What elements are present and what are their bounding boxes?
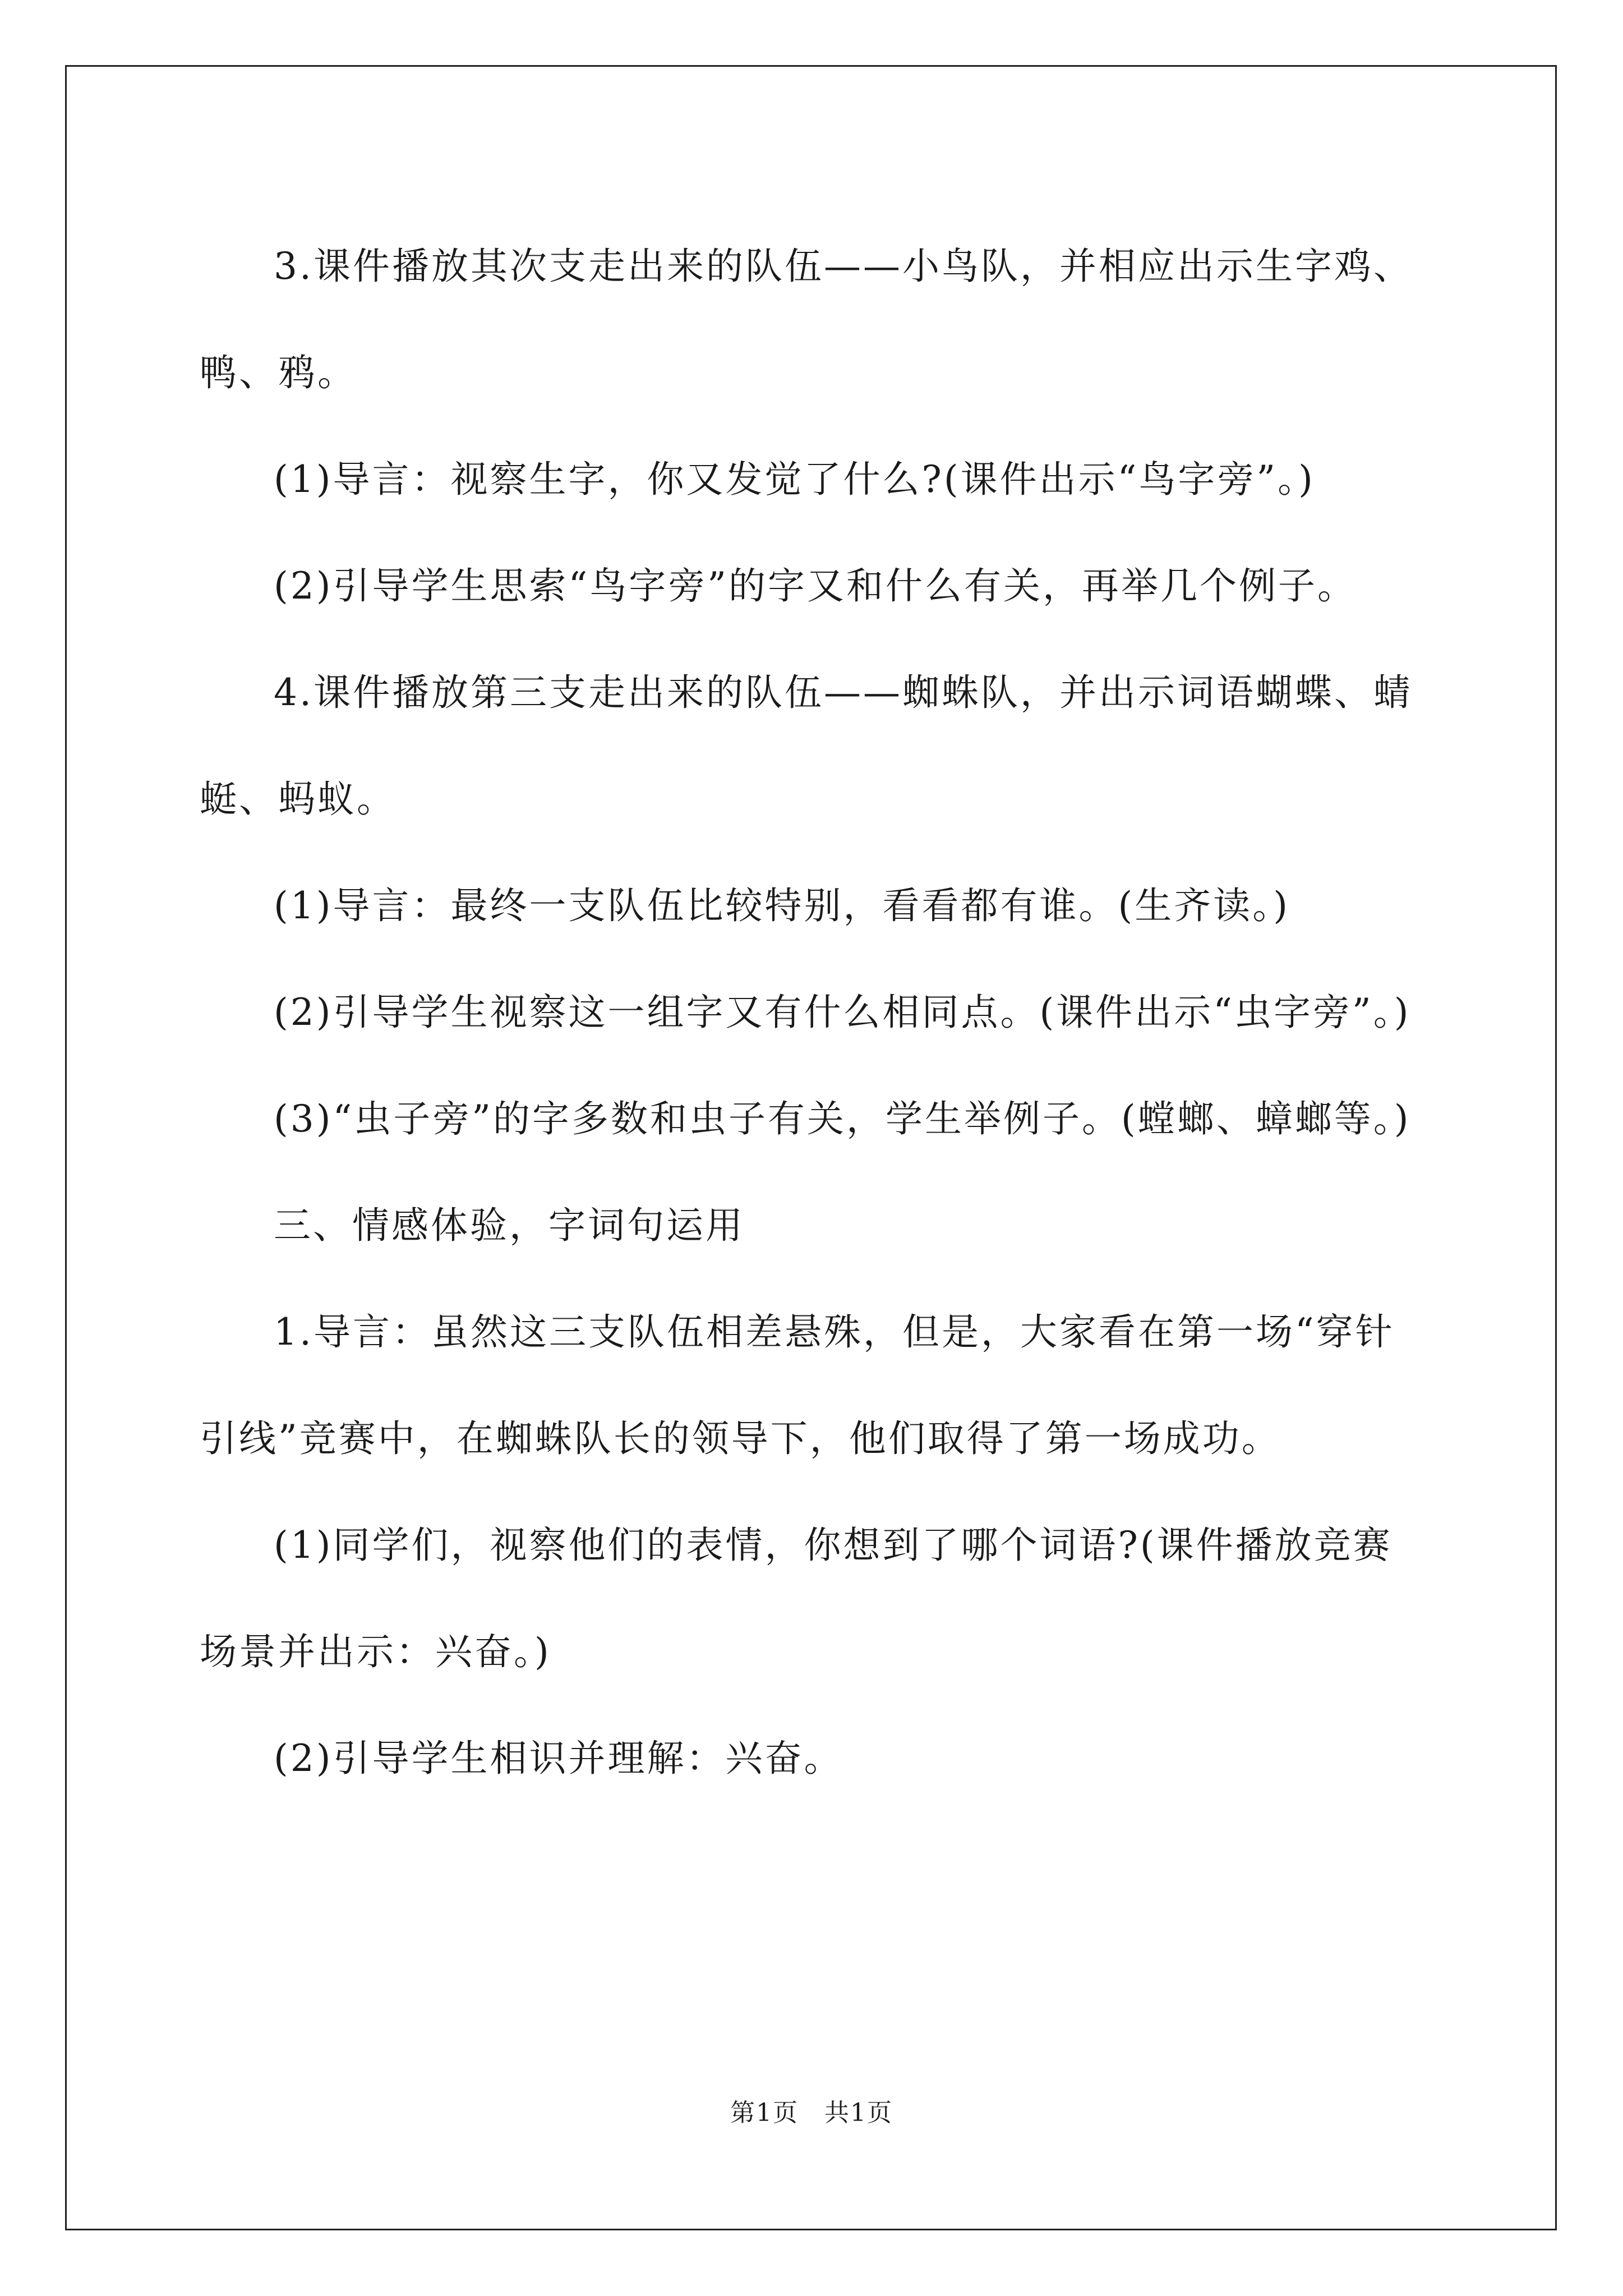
paragraph: 3.课件播放其次支走出来的队伍——小鸟队，并相应出示生字鸡、鸭、鸦。	[200, 245, 1413, 394]
paragraph: 1.导言：虽然这三支队伍相差悬殊，但是，大家看在第一场“穿针引线”竞赛中，在蜘蛛队长的领导下，他们取得了第一场成功。	[200, 1310, 1395, 1460]
section-heading: 三、情感体验，字词句运用	[274, 1204, 745, 1247]
paragraph: (1)导言：视察生字，你又发觉了什么?(课件出示“鸟字旁”。)	[274, 458, 1315, 501]
paragraph: (1)同学们，视察他们的表情，你想到了哪个词语?(课件播放竞赛场景并出示：兴奋。)	[200, 1524, 1393, 1673]
paragraph: (2)引导学生视察这一组字又有什么相同点。(课件出示“虫字旁”。)	[274, 991, 1411, 1034]
paragraph: (3)“虫子旁”的字多数和虫子有关，学生举例子。(螳螂、蟑螂等。)	[274, 1097, 1411, 1140]
paragraph: (2)引导学生相识并理解：兴奋。	[274, 1737, 843, 1780]
paragraph: (1)导言：最终一支队伍比较特别，看看都有谁。(生齐读。)	[274, 884, 1290, 927]
page-number: 第1页 共1页	[730, 2099, 893, 2127]
paragraph: 4.课件播放第三支走出来的队伍——蜘蛛队，并出示词语蝴蝶、蜻蜓、蚂蚁。	[200, 671, 1413, 821]
paragraph: (2)引导学生思索“鸟字旁”的字又和什么有关，再举几个例子。	[274, 564, 1357, 608]
document-body	[200, 213, 1428, 1812]
